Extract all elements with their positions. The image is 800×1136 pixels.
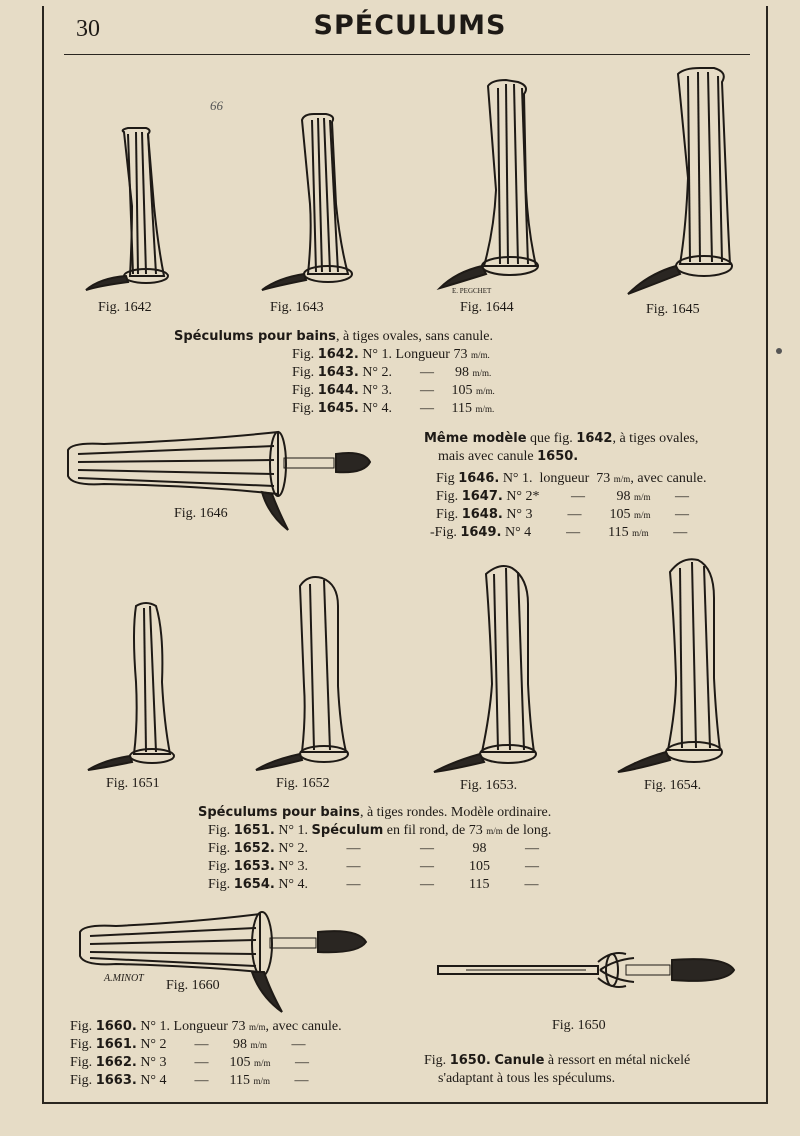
spec-line-1662: Fig. 1662. N° 3 — 105 m/m — [70, 1055, 310, 1070]
caption-fig-1651: Fig. 1651 [106, 776, 160, 791]
caption-fig-1652: Fig. 1652 [276, 776, 330, 791]
page-title: SPÉCULUMS [313, 10, 507, 41]
canule-1650-illustration [436, 946, 736, 1002]
spec-line-1646: Fig 1646. N° 1. longueur 73 m/m, avec canule. [436, 471, 707, 486]
caption-fig-1642: Fig. 1642 [98, 300, 152, 315]
caption-fig-1660: Fig. 1660 [166, 978, 220, 993]
spec-line-1644: Fig. 1644. N° 3. — 105 m/m. [292, 383, 495, 398]
speculum-1645-illustration [624, 68, 744, 298]
spec-line-1660: Fig. 1660. N° 1. Longueur 73 m/m, avec canule. [70, 1019, 342, 1034]
engraver-signature: A.MINOT [104, 973, 144, 984]
pencil-note: 66 [210, 98, 223, 113]
canule-description-line2: s'adaptant à tous les spéculums. [438, 1071, 616, 1086]
spec-line-1651: Fig. 1651. N° 1. Spéculum en fil rond, de 73 m/m de long. [208, 823, 552, 838]
caption-fig-1654: Fig. 1654. [644, 778, 702, 793]
speculum-1642-illustration [80, 126, 180, 296]
spec-line-1661: Fig. 1661. N° 2 — 98 m/m — [70, 1037, 306, 1052]
spec-line-1663: Fig. 1663. N° 4 — 115 m/m — [70, 1073, 309, 1088]
spec-line-1645: Fig. 1645. N° 4. — 115 m/m. [292, 401, 495, 416]
caption-fig-1645: Fig. 1645 [646, 302, 700, 317]
section-heading-oval: Spéculums pour bains, à tiges ovales, sans canule. [174, 329, 493, 344]
canule-description-line1: Fig. 1650. Canule à ressort en métal nickelé [424, 1053, 691, 1068]
fig1646-paragraph-line2: mais avec canule 1650. [438, 449, 579, 464]
spec-line-1648: Fig. 1648. N° 3 — 105 m/m — [436, 507, 690, 522]
speculum-1651-illustration [84, 602, 184, 774]
speculum-1643-illustration [260, 114, 360, 296]
paper-speck [776, 348, 782, 354]
spec-line-1653: Fig. 1653. N° 3. — — 105 — [208, 859, 540, 874]
caption-fig-1650: Fig. 1650 [552, 1018, 606, 1033]
speculum-1654-illustration [614, 558, 730, 774]
caption-fig-1646: Fig. 1646 [174, 506, 228, 521]
caption-fig-1653: Fig. 1653. [460, 778, 518, 793]
spec-line-1652: Fig. 1652. N° 2. — — 98 — [208, 841, 540, 856]
speculum-1644-illustration [436, 80, 546, 296]
page-number: 30 [76, 16, 100, 42]
spec-line-1643: Fig. 1643. N° 2. — 98 m/m. [292, 365, 492, 380]
caption-fig-1644: Fig. 1644 [460, 300, 514, 315]
caption-fig-1643: Fig. 1643 [270, 300, 324, 315]
spec-line-1647: Fig. 1647. N° 2* — 98 m/m — [436, 489, 690, 504]
spec-line-1654: Fig. 1654. N° 4. — — 115 — [208, 877, 539, 892]
spec-line-1649: -Fig. 1649. N° 4 — 115 m/m — [430, 525, 688, 540]
section-heading-round: Spéculums pour bains, à tiges rondes. Modèle ordinaire. [198, 805, 552, 820]
speculum-1653-illustration [430, 564, 542, 774]
speculum-1652-illustration [254, 576, 354, 774]
header-rule [64, 54, 750, 55]
speculum-1660-illustration [76, 906, 372, 1016]
fig1646-paragraph-line1: Même modèle que fig. 1642, à tiges ovales, [424, 431, 699, 446]
engraver-mark: E. PEGCHET [452, 287, 492, 295]
spec-line-1642: Fig. 1642. N° 1. Longueur 73 m/m. [292, 347, 490, 362]
